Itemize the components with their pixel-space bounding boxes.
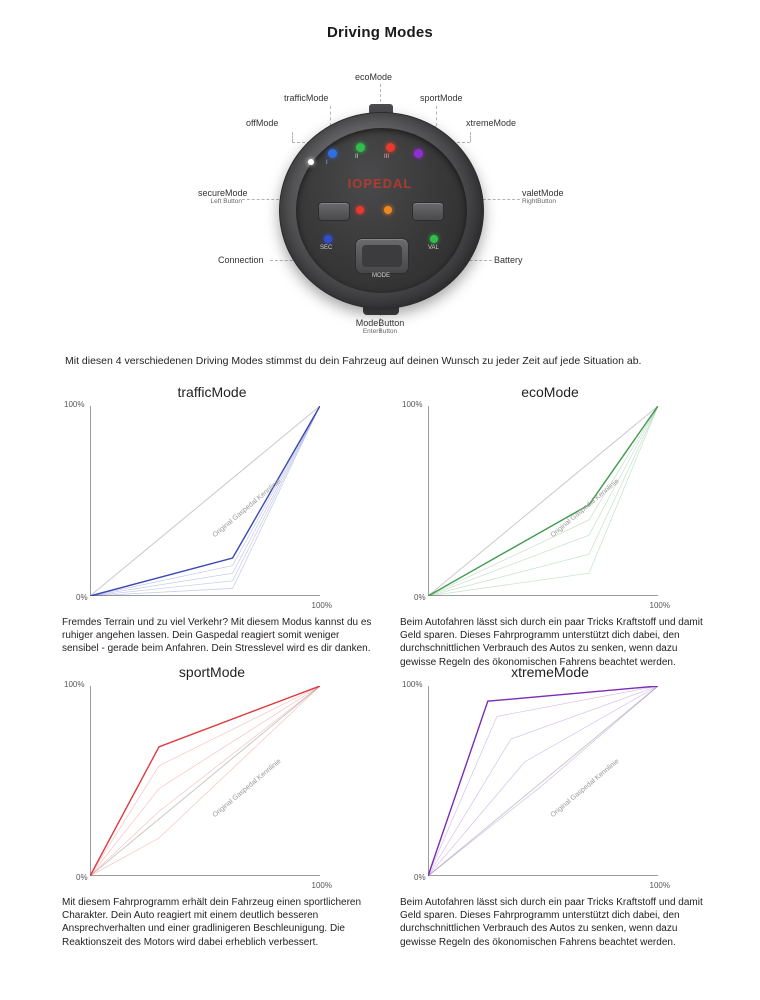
- led-mark-two: II: [355, 154, 359, 160]
- y-axis-max-label: 100%: [64, 680, 85, 689]
- callout-ecomode: ecoMode: [355, 72, 393, 82]
- connection-led: [324, 235, 332, 243]
- device-body: [279, 112, 484, 309]
- led-mark-one: I: [326, 160, 328, 166]
- intro-paragraph: Mit diesen 4 verschiedenen Driving Modes stimmst du dein Fahrzeug auf deinen Wunsch zu jeder Zeit auf jede Situation ab.: [65, 355, 642, 367]
- original-curve-label: Original Gaspedal Kennlinie: [211, 757, 283, 819]
- chart-plot-area: [64, 680, 332, 890]
- callout-securemode: [198, 188, 248, 205]
- chart-title: trafficMode: [177, 384, 247, 400]
- x-axis-max-label: 100%: [311, 601, 332, 610]
- x-axis-max-label: 100%: [649, 881, 670, 890]
- origin-label: 0%: [76, 593, 88, 602]
- chart-caption: Fremdes Terrain und zu viel Verkehr? Mit diesem Modus kannst du es ruhiger angehen lassen. Dein Gaspedal reagiert somit weniger sensibel - gerade beim Anfahren. Dein Stresslevel wird es dir danken.: [62, 617, 372, 655]
- ecomode-led: [356, 143, 365, 152]
- sportmode-led: [386, 143, 395, 152]
- mode-button-face: [362, 245, 402, 267]
- y-axis-max-label: 100%: [402, 680, 423, 689]
- callout-modebutton: [348, 318, 412, 335]
- chart-curves: [90, 406, 320, 596]
- chart-caption: Beim Autofahren lässt sich durch ein paar Tricks Kraftstoff und damit Geld sparen. Dieses Fahrprogramm unterstützt dich dabei, den durchschnittlichen Verbrauch des Autos zu senken, wenn dazu gewisse Regeln des ökonomischen Fahrens beachtet werden.: [400, 897, 703, 948]
- leader-offmode-v: [292, 132, 293, 142]
- origin-label: 0%: [414, 593, 426, 602]
- leader-valetmode: [478, 199, 520, 200]
- y-axis-max-label: 100%: [402, 400, 423, 409]
- chart-curves: [428, 406, 658, 596]
- chart-curves: [428, 686, 658, 876]
- y-axis-max-label: 100%: [64, 400, 85, 409]
- chart-plot-area: [402, 680, 670, 890]
- original-curve-label: Original Gaspedal Kennlinie: [549, 477, 621, 539]
- leader-trafficmode-v: [330, 106, 331, 126]
- right-status-led: [384, 206, 392, 214]
- mode-button-caption: MODE: [372, 273, 390, 279]
- callout-modebutton-label: ModeButton: [355, 318, 405, 328]
- off-indicator-led: [308, 159, 314, 165]
- chart-plot-area: [64, 400, 332, 610]
- right-button[interactable]: [412, 202, 444, 221]
- val-label: VAL: [428, 245, 439, 251]
- battery-led: [430, 235, 438, 243]
- callout-valetmode-sub: RightButton: [522, 198, 556, 205]
- original-curve-label: Original Gaspedal Kennlinie: [549, 757, 621, 819]
- callout-connection: Connection: [218, 255, 264, 265]
- callout-sportmode: sportMode: [420, 93, 463, 103]
- chart-caption: Beim Autofahren lässt sich durch ein paar Tricks Kraftstoff und damit Geld sparen. Dieses Fahrprogramm unterstützt dich dabei, den durchschnittlichen Verbrauch des Autos zu senken, wenn dazu gewisse Regeln des ökonomischen Fahrens beachtet werden.: [400, 617, 703, 668]
- led-mark-three: III: [384, 154, 390, 160]
- x-axis-max-label: 100%: [311, 881, 332, 890]
- chart-curves: [90, 686, 320, 876]
- left-button[interactable]: [318, 202, 350, 221]
- callout-valetmode-label: valetMode: [522, 188, 564, 198]
- chart-caption: Mit diesem Fahrprogramm erhält dein Fahrzeug einen sportlicheren Charakter. Dein Auto reagiert mit einem deutlich besseren Ansprechverhalten und einer gradlinigeren Beschleunigung. Die Reaktionszeit des Motors wird dabei erheblich verbessert.: [62, 897, 362, 948]
- sec-label: SEC: [320, 245, 333, 251]
- callout-securemode-label: secureMode: [198, 188, 248, 198]
- trafficmode-led: [328, 149, 337, 158]
- page-title: Driving Modes: [327, 24, 433, 41]
- callout-modebutton-sub: EnterButton: [362, 328, 398, 335]
- callout-xtrememode: xtremeMode: [466, 118, 517, 128]
- left-status-led: [356, 206, 364, 214]
- callout-trafficmode: trafficMode: [284, 93, 329, 103]
- chart-title: sportMode: [178, 664, 246, 680]
- chart-title: ecoMode: [521, 384, 579, 400]
- brand-logo: IOPEDAL: [347, 176, 413, 191]
- xtrememode-led: [414, 149, 423, 158]
- callout-battery: Battery: [494, 255, 523, 265]
- chart-plot-area: [402, 400, 670, 610]
- leader-sportmode-v: [436, 106, 437, 126]
- chart-title: xtremeMode: [511, 664, 589, 680]
- device-diagram: [180, 60, 580, 345]
- callout-offmode: offMode: [246, 118, 279, 128]
- origin-label: 0%: [414, 873, 426, 882]
- callout-valetmode: [522, 188, 564, 205]
- x-axis-max-label: 100%: [649, 601, 670, 610]
- leader-xtrememode-v: [470, 132, 471, 142]
- original-curve-label: Original Gaspedal Kennlinie: [211, 477, 283, 539]
- callout-securemode-sub: Left Button: [210, 198, 242, 205]
- origin-label: 0%: [76, 873, 88, 882]
- leader-securemode: [242, 199, 284, 200]
- mode-button[interactable]: [355, 238, 409, 274]
